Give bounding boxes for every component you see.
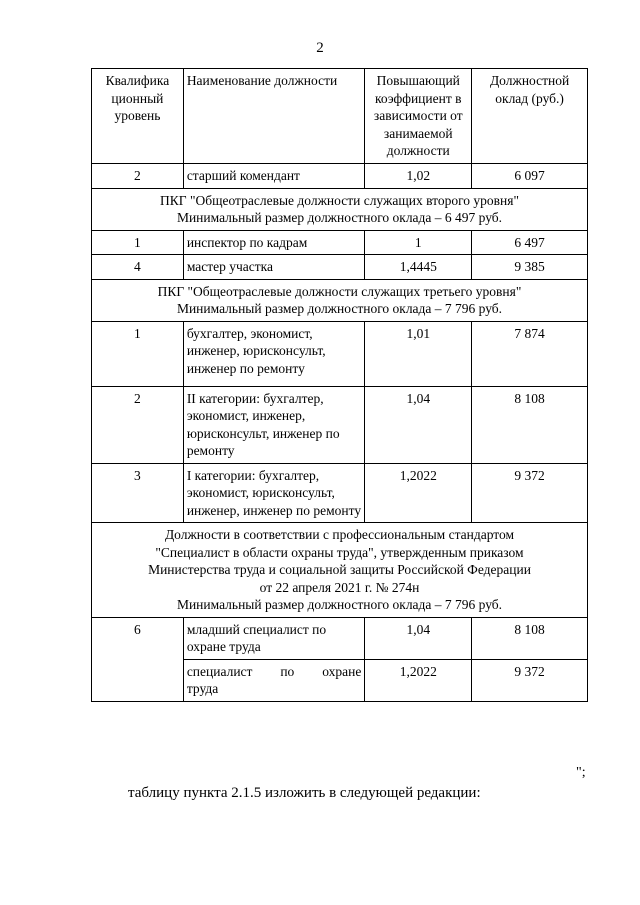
row-salary: 6 497	[472, 230, 588, 255]
row-level: 6	[92, 617, 184, 701]
table-row	[92, 617, 588, 659]
closing-quote: ";	[576, 765, 586, 780]
row-position: II категории: бухгалтер, экономист, инженер, юрисконсульт, инженер по ремонту	[183, 386, 365, 463]
header-coefficient: Повышающий коэффициент в зависимости от занимаемой должности	[365, 69, 472, 164]
table-header-row	[92, 69, 588, 164]
row-coefficient: 1,2022	[365, 463, 472, 523]
table-row	[92, 164, 588, 189]
group-row	[92, 279, 588, 321]
group-min-salary: Минимальный размер должностного оклада – 7 796 руб.	[176, 301, 503, 316]
row-salary: 9 372	[472, 463, 588, 523]
row-coefficient: 1	[365, 230, 472, 255]
row-coefficient: 1,2022	[365, 659, 472, 701]
row-salary: 8 108	[472, 617, 588, 659]
row-salary: 9 372	[472, 659, 588, 701]
table-row	[92, 255, 588, 280]
group-title-line: Должности в соответствии с профессиональным стандартом	[164, 527, 515, 542]
table-row	[92, 230, 588, 255]
position-word: специалист	[186, 663, 253, 679]
position-word: по	[280, 663, 295, 679]
row-salary: 9 385	[472, 255, 588, 280]
row-coefficient: 1,04	[365, 386, 472, 463]
row-coefficient: 1,01	[365, 321, 472, 386]
header-salary: Должностной оклад (руб.)	[472, 69, 588, 164]
group-heading	[92, 188, 588, 230]
row-coefficient: 1,02	[365, 164, 472, 189]
tail-paragraph: таблицу пункта 2.1.5 изложить в следующей редакции:	[128, 785, 481, 801]
row-salary: 6 097	[472, 164, 588, 189]
row-coefficient: 1,04	[365, 617, 472, 659]
group-title: ПКГ "Общеотраслевые должности служащих третьего уровня"	[157, 283, 522, 299]
row-position: младший специалист по охране труда	[183, 617, 365, 659]
group-title-line: Министерства труда и социальной защиты Российской Федерации	[148, 562, 531, 577]
group-title-line: "Специалист в области охраны труда", утвержденным приказом	[155, 544, 524, 560]
table-row	[92, 321, 588, 386]
position-word: охране	[322, 663, 362, 679]
group-heading	[92, 523, 588, 618]
header-position-name: Наименование должности	[183, 69, 365, 164]
row-salary: 7 874	[472, 321, 588, 386]
row-position: старший комендант	[183, 164, 365, 189]
row-level: 1	[92, 230, 184, 255]
table-row	[92, 386, 588, 463]
group-row	[92, 523, 588, 618]
row-position: инспектор по кадрам	[183, 230, 365, 255]
row-position: бухгалтер, экономист, инженер, юрисконсульт, инженер по ремонту	[183, 321, 365, 386]
row-position: I категории: бухгалтер, экономист, юрисконсульт, инженер, инженер по ремонту	[183, 463, 365, 523]
row-coefficient: 1,4445	[365, 255, 472, 280]
salary-table	[91, 68, 588, 702]
row-level: 4	[92, 255, 184, 280]
group-min-salary: Минимальный размер должностного оклада – 6 497 руб.	[176, 210, 503, 225]
row-level: 3	[92, 463, 184, 523]
header-qualification-level: Квалифика ционный уровень	[92, 69, 184, 164]
row-position	[183, 659, 365, 701]
group-min-salary: Минимальный размер должностного оклада – 7 796 руб.	[176, 597, 503, 612]
group-title-line: от 22 апреля 2021 г. № 274н	[259, 579, 420, 595]
position-word: труда	[186, 681, 219, 696]
row-salary: 8 108	[472, 386, 588, 463]
group-heading	[92, 279, 588, 321]
group-row	[92, 188, 588, 230]
table-row	[92, 463, 588, 523]
group-title: ПКГ "Общеотраслевые должности служащих второго уровня"	[160, 192, 519, 208]
page-number: 2	[316, 40, 324, 56]
row-position: мастер участка	[183, 255, 365, 280]
row-level: 2	[92, 164, 184, 189]
row-level: 1	[92, 321, 184, 386]
row-level: 2	[92, 386, 184, 463]
